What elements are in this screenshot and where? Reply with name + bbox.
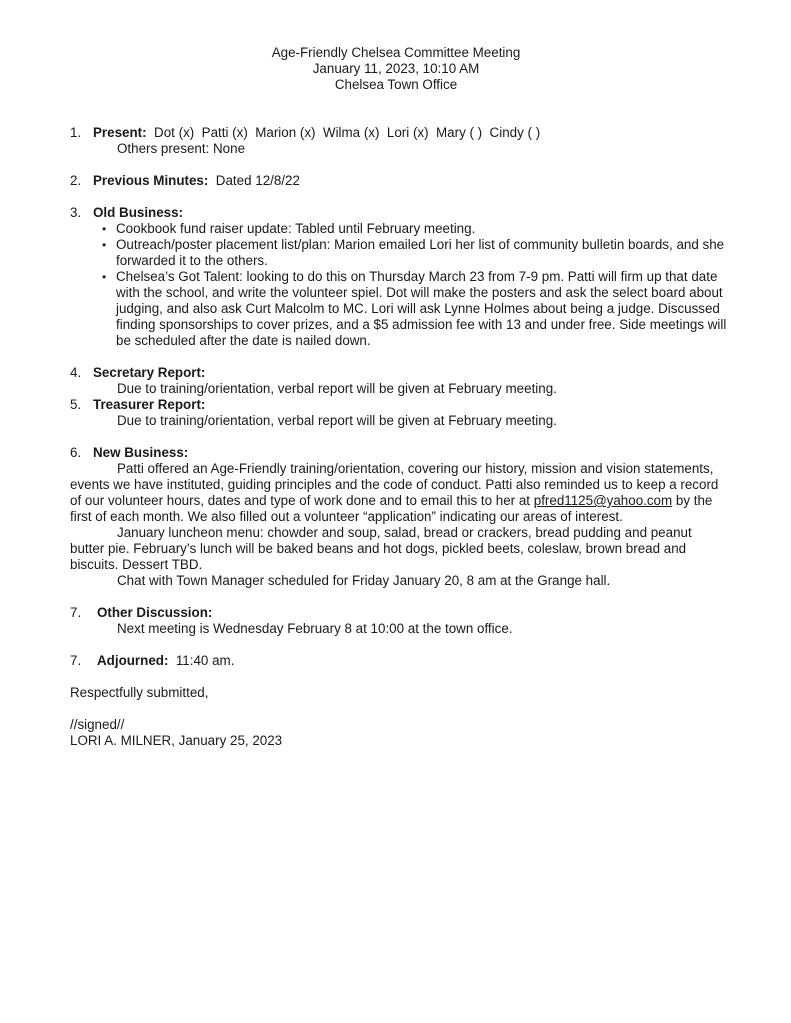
new-business-paragraph: Patti offered an Age-Friendly training/orientation, covering our history, mission and vision statements, events we have instituted, guiding principles and the code of conduct. Patti also reminded us to keep a record of our volunteer hours, dates and type of work done and to email this to her at pfred1125@yahoo.com by the first of each month. We also filled out a volunteer “application” indicating our areas of interest. [70, 461, 719, 524]
list-item: • Outreach/poster placement list/plan: Marion emailed Lori her list of community bulletin boards, and she forwarded it to the others. [116, 237, 730, 269]
document-title: Age-Friendly Chelsea Committee Meeting [271, 45, 521, 60]
respectfully-submitted: Respectfully submitted, [70, 685, 209, 700]
section-secretary-report [70, 365, 730, 397]
list-item: • Chelsea’s Got Talent: looking to do this on Thursday March 23 from 7-9 pm. Patti will firm up that date with the school, and write the volunteer spiel. Dot will make the posters and ask the select board about judging, and also ask Curt Malcolm to MC. Lori will ask Lynne Holmes about being a judge. Discussed finding sponsorships to cover prizes, and a $5 admission fee with 13 and under free. Side meetings will be scheduled after the date is nailed down. [116, 269, 730, 349]
section-new-business [70, 445, 730, 589]
section-label: Present: [93, 125, 147, 140]
section-number: 6. [70, 445, 82, 460]
section-number: 1. [70, 125, 82, 140]
adjourned-time: 11:40 am. [175, 653, 235, 668]
section-present [70, 125, 730, 157]
signature-line: LORI A. MILNER, January 25, 2023 [70, 733, 283, 748]
section-label: New Business: [93, 445, 189, 460]
section-label: Adjourned: [97, 653, 169, 668]
meeting-location: Chelsea Town Office [334, 77, 458, 92]
secretary-report-text: Due to training/orientation, verbal report will be given at February meeting. [117, 381, 557, 396]
section-label: Treasurer Report: [93, 397, 206, 412]
section-label: Old Business: [93, 205, 184, 220]
meeting-minutes-document [70, 45, 730, 749]
section-label: Previous Minutes: [93, 173, 209, 188]
document-header [70, 45, 722, 93]
town-manager-paragraph: Chat with Town Manager scheduled for Friday January 20, 8 am at the Grange hall. [117, 573, 611, 588]
section-previous-minutes [70, 173, 730, 189]
section-number: 2. [70, 173, 82, 188]
section-old-business [70, 205, 730, 349]
luncheon-paragraph: January luncheon menu: chowder and soup, salad, bread or crackers, bread pudding and peanut butter pie. February’s lunch will be baked beans and hot dogs, pickled beets, coleslaw, brown bread and biscuits. Dessert TBD. [70, 525, 692, 572]
meeting-datetime: January 11, 2023, 10:10 AM [312, 61, 480, 76]
section-number: 4. [70, 365, 82, 380]
attendance-list: Dot (x) Patti (x) Marion (x) Wilma (x) Lori (x) Mary ( ) Cindy ( ) [154, 125, 541, 140]
section-label: Secretary Report: [93, 365, 206, 380]
section-number: 7. [70, 653, 82, 668]
email-link[interactable]: pfred1125@yahoo.com [533, 493, 673, 508]
old-business-list [93, 221, 730, 349]
section-number: 7. [70, 605, 82, 620]
section-number: 3. [70, 205, 82, 220]
section-number: 5. [70, 397, 82, 412]
section-label: Other Discussion: [97, 605, 213, 620]
others-present: Others present: None [117, 141, 246, 156]
section-other-discussion [70, 605, 730, 637]
list-item: • Cookbook fund raiser update: Tabled until February meeting. [116, 221, 730, 237]
treasurer-report-text: Due to training/orientation, verbal report will be given at February meeting. [117, 413, 557, 428]
previous-minutes-date: Dated 12/8/22 [215, 173, 300, 188]
other-discussion-text: Next meeting is Wednesday February 8 at 10:00 at the town office. [117, 621, 513, 636]
section-treasurer-report [70, 397, 730, 429]
section-adjourned [70, 653, 730, 669]
signed-marker: //signed// [70, 717, 125, 732]
